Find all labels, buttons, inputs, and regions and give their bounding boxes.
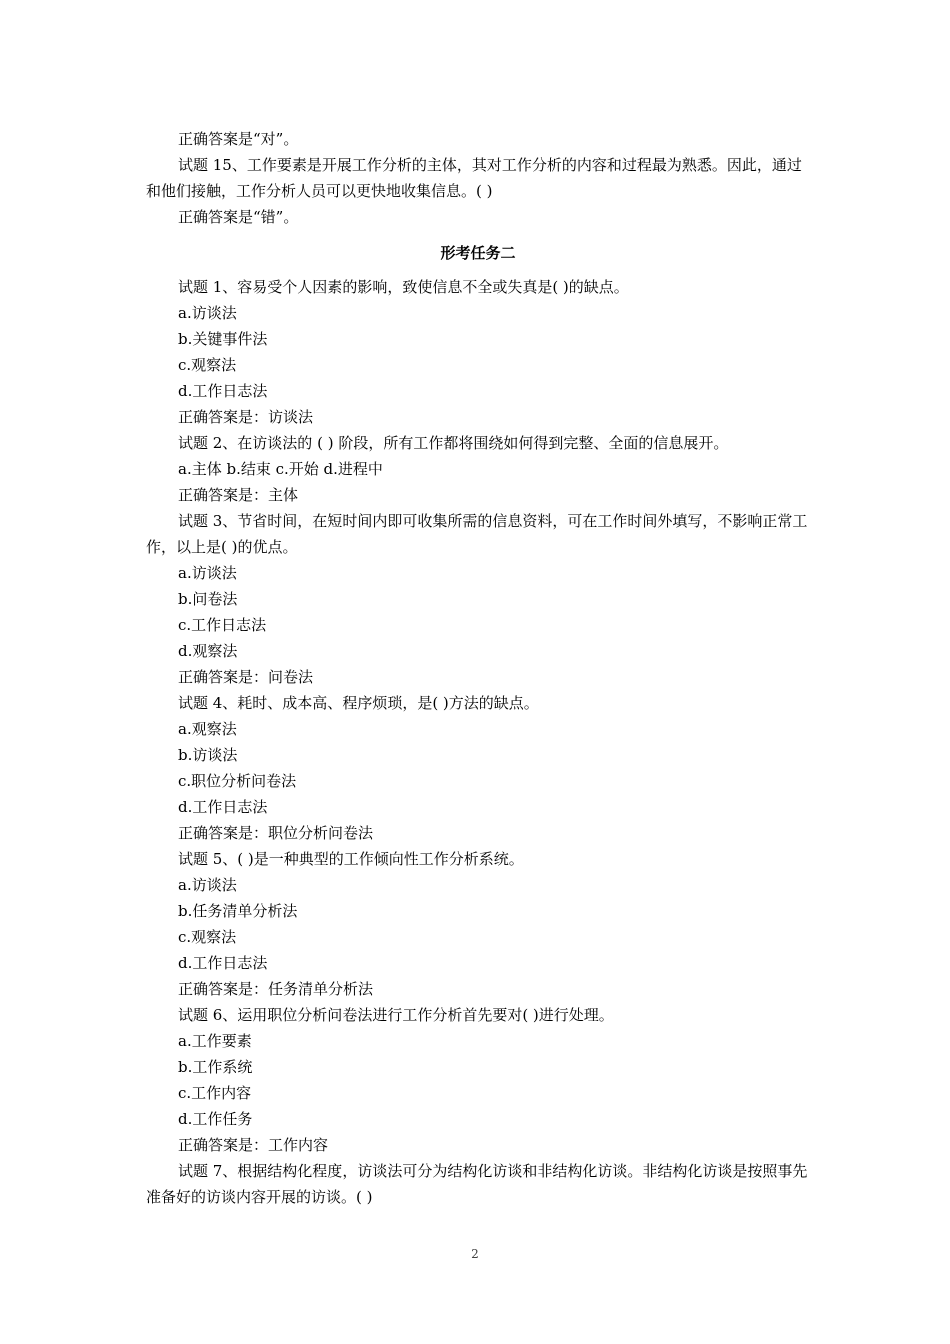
question-text: 试题 4、耗时、成本高、程序烦琐，是( )方法的缺点。 [178, 694, 539, 712]
question-text: 试题 3、节省时间，在短时间内即可收集所需的信息资料，可在工作时间外填写，不影响正常工作，以上是( )的优点。 [146, 512, 808, 556]
answer-text: 正确答案是“对”。 [178, 130, 299, 148]
option-text: c.职位分析问卷法 [178, 772, 297, 790]
question-list [146, 274, 810, 1210]
option-text: a.访谈法 [178, 876, 237, 894]
answer-text: 正确答案是：工作内容 [178, 1136, 329, 1154]
option-text: b.问卷法 [178, 590, 238, 608]
option-text: c.工作内容 [178, 1084, 252, 1102]
option-text: a.访谈法 [178, 564, 237, 582]
option-text: b.任务清单分析法 [178, 902, 298, 920]
option-text: d.观察法 [178, 642, 238, 660]
option-text: d.工作日志法 [178, 382, 268, 400]
option-text: a.访谈法 [178, 304, 237, 322]
option-text: b.关键事件法 [178, 330, 268, 348]
option-text: c.观察法 [178, 356, 237, 374]
section-title: 形考任务二 [440, 244, 516, 262]
page-content [146, 126, 810, 1210]
page-number: 2 [471, 1247, 479, 1261]
preceding-questions [146, 126, 810, 230]
question-text: 试题 5、( )是一种典型的工作倾向性工作分析系统。 [178, 850, 524, 868]
answer-text: 正确答案是：问卷法 [178, 668, 314, 686]
question-text: 试题 15、工作要素是开展工作分析的主体，其对工作分析的内容和过程最为熟悉。因此，通过和他们接触，工作分析人员可以更快地收集信息。( ) [146, 156, 802, 200]
option-text: d.工作任务 [178, 1110, 253, 1128]
question-text: 试题 2、在访谈法的 ( ) 阶段，所有工作都将围绕如何得到完整、全面的信息展开。 [178, 434, 729, 452]
option-text: a.工作要素 [178, 1032, 252, 1050]
option-text: d.工作日志法 [178, 954, 268, 972]
question-text: 试题 1、容易受个人因素的影响，致使信息不全或失真是( )的缺点。 [178, 278, 629, 296]
option-text: d.工作日志法 [178, 798, 268, 816]
question-text: 试题 7、根据结构化程度，访谈法可分为结构化访谈和非结构化访谈。非结构化访谈是按照事先准备好的访谈内容开展的访谈。( ) [146, 1162, 808, 1206]
option-text: a.主体 b.结束 c.开始 d.进程中 [178, 460, 383, 478]
answer-text: 正确答案是：主体 [178, 486, 299, 504]
answer-text: 正确答案是：访谈法 [178, 408, 314, 426]
option-text: c.工作日志法 [178, 616, 267, 634]
answer-text: 正确答案是“错”。 [178, 208, 299, 226]
option-text: a.观察法 [178, 720, 237, 738]
option-text: b.访谈法 [178, 746, 238, 764]
answer-text: 正确答案是：职位分析问卷法 [178, 824, 374, 842]
answer-text: 正确答案是：任务清单分析法 [178, 980, 374, 998]
option-text: c.观察法 [178, 928, 237, 946]
question-text: 试题 6、运用职位分析问卷法进行工作分析首先要对( )进行处理。 [178, 1006, 614, 1024]
option-text: b.工作系统 [178, 1058, 253, 1076]
